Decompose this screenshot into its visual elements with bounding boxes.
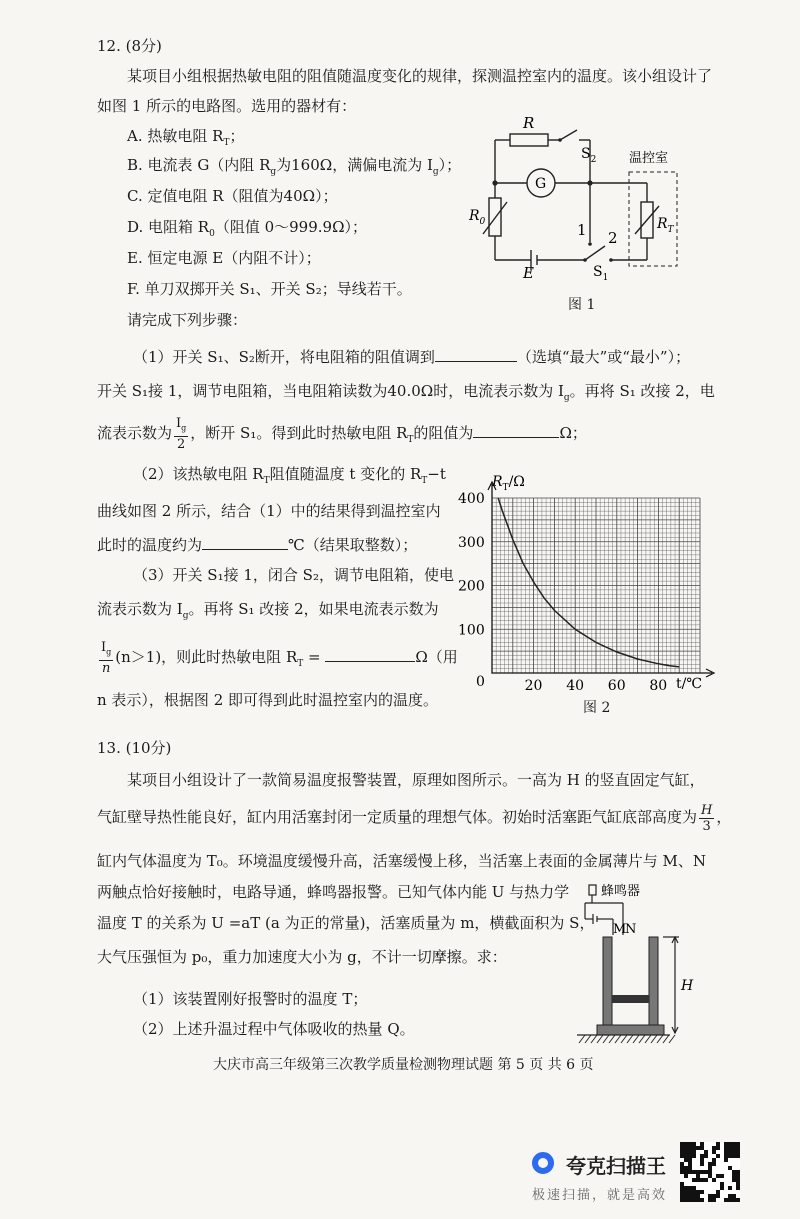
chart-origin-label: 0 — [476, 674, 485, 690]
q12-intro-line1: 某项目小组根据热敏电阻的阻值随温度变化的规律，探测温控室内的温度。该小组设计了 — [127, 67, 713, 85]
label-N: N — [625, 922, 637, 937]
q12-part2-line2: 曲线如图 2 所示，结合（1）中的结果得到温控室内 — [97, 502, 441, 520]
fraction-ig-over-2: $\frac{I_g}{2}$ — [176, 416, 187, 452]
label-M: M — [613, 922, 627, 937]
q13-line1: 某项目小组设计了一款简易温度报警装置，原理如图所示。一高为 H 的竖直固定气缸， — [127, 771, 705, 789]
q12-item-a: A. 热敏电阻 $R_T$； — [127, 127, 245, 148]
figure2-caption: 图 2 — [583, 700, 611, 716]
q12-part3-line3: $\frac{I_g}{n}$ (n＞1)，则此时热敏电阻 $R_T = \Omega$（用 — [101, 640, 458, 676]
answer-blank — [325, 645, 415, 662]
q12-intro-line2: 如图 1 所示的电路图。选用的器材有： — [97, 97, 357, 115]
q12-item-e: E. 恒定电源 E（内阻不计）； — [127, 249, 321, 267]
answer-blank — [435, 345, 517, 362]
fraction-ig-over-n: $\frac{I_g}{n}$ — [101, 640, 112, 676]
buzzer-icon — [589, 885, 596, 895]
q13-question2: （2）上述升温过程中气体吸收的热量 Q。 — [133, 1020, 415, 1038]
q13-line3: 缸内气体温度为 T₀。环境温度缓慢升高，活塞缓慢上移，当活塞上表面的金属薄片与 M、N — [97, 852, 707, 870]
switch-S1 — [585, 246, 605, 260]
label-R: R — [523, 114, 535, 132]
y-tick-label: 400 — [458, 491, 485, 507]
qr-code-icon — [680, 1142, 740, 1202]
y-tick-label: 100 — [458, 622, 485, 639]
cylinder-base — [597, 1025, 664, 1035]
q12-part1-line1: （1）开关 S₁、S₂断开，将电阻箱的阻值调到 （选填“最大”或“最小”）； — [133, 345, 690, 367]
page-footer: 大庆市高三年级第三次教学质量检测物理试题 第 5 页 共 6 页 — [213, 1057, 594, 1073]
scanner-watermark — [528, 1142, 788, 1212]
fraction-h-over-3: $\frac{H}{3}$ — [701, 802, 713, 834]
cylinder-left-wall — [603, 937, 612, 1033]
resistor-R — [510, 134, 548, 146]
q13-line4: 两触点恰好接触时，电路导通，蜂鸣器报警。已知气体内能 U 与热力学 — [97, 883, 570, 901]
x-tick-label: 20 — [524, 678, 543, 694]
answer-blank — [473, 421, 559, 438]
q12-item-f: F. 单刀双掷开关 S₁、开关 S₂；导线若干。 — [127, 280, 412, 298]
q12-steps-intro: 请完成下列步骤： — [127, 311, 248, 329]
q12-part2-line1: （2）该热敏电阻 $R_T$阻值随温度 t 变化的 $R_T-t$ — [133, 465, 446, 486]
x-tick-label: 80 — [649, 678, 668, 694]
q13-header: 13. (10分) — [97, 739, 172, 757]
scanner-slogan: 极速扫描，就是高效 — [532, 1188, 668, 1203]
chart-ylabel: $R_T/\Omega$ — [492, 474, 525, 493]
q12-header: 12. (8分) — [97, 37, 162, 55]
figure1-caption: 图 1 — [568, 297, 596, 313]
label-contact-2: 2 — [608, 229, 618, 247]
figure1-circuit — [465, 110, 690, 315]
label-buzzer: 蜂鸣器 — [601, 884, 641, 899]
q13-line5: 温度 T 的关系为 U =aT (a 为正的常量)，活塞质量为 m，横截面积为 S， — [97, 914, 595, 932]
y-tick-label: 300 — [458, 534, 485, 551]
chart-xlabel: t/℃ — [676, 676, 703, 692]
q13-question1: （1）该装置刚好报警时的温度 T； — [133, 990, 368, 1008]
x-tick-label: 40 — [566, 678, 585, 694]
label-E: E — [523, 264, 534, 282]
piston — [612, 995, 649, 1003]
y-tick-label: 200 — [458, 578, 485, 595]
scanner-logo-icon — [532, 1152, 554, 1174]
switch-S2 — [560, 130, 577, 140]
q13-line2: 气缸壁导热性能良好，缸内用活塞封闭一定质量的理想气体。初始时活塞距气缸底部高度为 $\frac{H}{3}$ ， — [97, 802, 732, 834]
q12-part1-line2: 开关 S₁接 1，调节电阻箱，当电阻箱读数为40.0Ω时，电流表示数为 $I_g$。再将 S₁ 改接 2，电 — [97, 382, 715, 403]
q12-part3-line1: （3）开关 S₁接 1，闭合 S₂，调节电阻箱，使电 — [133, 566, 454, 584]
ground-hatch — [579, 1035, 675, 1043]
label-RT: $R_T$ — [657, 216, 674, 235]
chart-grid — [492, 498, 700, 673]
figure-cylinder-alarm — [575, 875, 700, 1045]
label-R0: $R_0$ — [469, 208, 486, 227]
cylinder-right-wall — [649, 937, 658, 1033]
scanner-brand: 夸克扫描王 — [566, 1154, 666, 1178]
q12-part1-line3: 流表示数为 $\frac{I_g}{2}$ ，断开 S₁。得到此时热敏电阻 $R_T$的阻值为 Ω； — [97, 416, 587, 452]
q12-item-d: D. 电阻箱 $R_0$（阻值 0～999.9Ω）； — [127, 218, 368, 239]
label-S1: $S_1$ — [593, 264, 609, 283]
label-contact-1: 1 — [577, 221, 587, 239]
x-tick-label: 60 — [607, 678, 626, 694]
label-H: H — [681, 978, 694, 994]
label-G: G — [535, 176, 547, 192]
label-temperature-room: 温控室 — [629, 151, 669, 166]
q12-part3-line4: n 表示），根据图 2 即可得到此时温控室内的温度。 — [97, 691, 439, 709]
q12-item-c: C. 定值电阻 R（阻值为40Ω）； — [127, 187, 338, 205]
q12-part2-line3: 此时的温度约为 ℃（结果取整数）； — [97, 533, 417, 555]
q12-part3-line2: 流表示数为 $I_g$。再将 S₁ 改接 2，如果电流表示数为 — [97, 600, 439, 621]
q12-item-b: B. 电流表 G（内阻 $R_g$为160Ω，满偏电流为 $I_g$）； — [127, 156, 462, 177]
label-S2: $S_2$ — [581, 146, 597, 165]
figure2-rt-t-chart — [440, 470, 720, 695]
q13-line6: 大气压强恒为 p₀，重力加速度大小为 g，不计一切摩擦。求： — [97, 948, 507, 966]
answer-blank — [202, 533, 288, 550]
